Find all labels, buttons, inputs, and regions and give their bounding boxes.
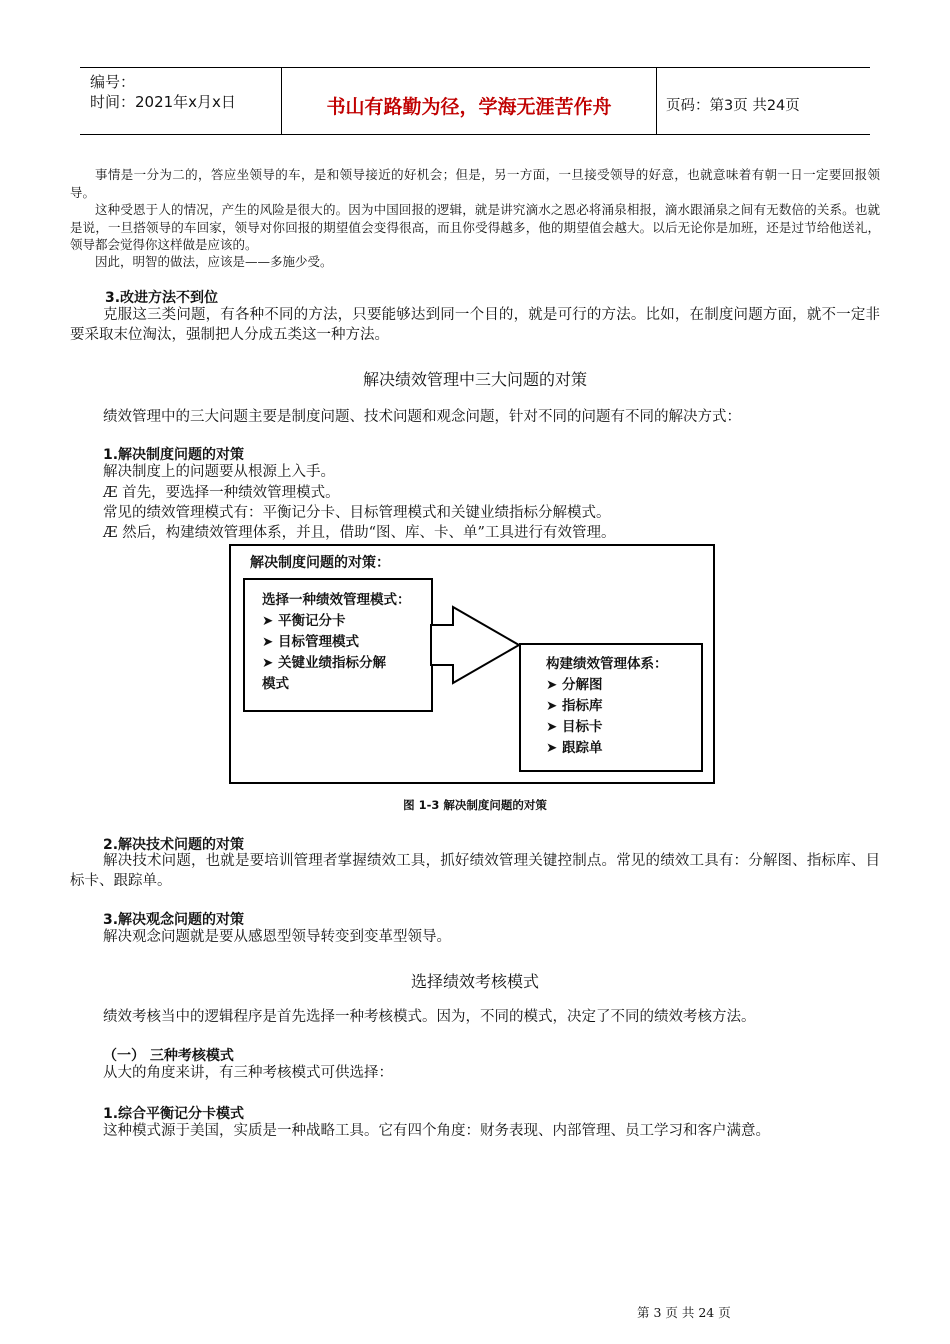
paragraph-three-problems: 绩效管理中的三大问题主要是制度问题、技术问题和观念问题，针对不同的问题有不同的解决方式：: [103, 409, 741, 425]
intro-paragraph-2: 这种受恩于人的情况，产生的风险是很大的。因为中国回报的逻辑，就是讲究滴水之恩必将涌泉相报，滴水跟涌泉之间有无数倍的关系。也就是说，一旦搭领导的车回家，领导对你回报的期望值会变得很高，而且你受得越多，他的期望值会越大。以后无论你是加班，还是过节给他送礼，领导都会觉得你这样做是应该的。: [70, 202, 880, 252]
section-title-assessment-mode: 选择绩效考核模式: [410, 972, 539, 991]
system-line-1: 解决制度上的问题要从根源上入手。: [103, 464, 335, 480]
system-line-4: Æ 然后，构建绩效管理体系，并且，借助“图、库、卡、单”工具进行有效管理。: [103, 525, 616, 541]
heading-three-modes: （一） 三种考核模式: [103, 1048, 234, 1064]
figure-left-heading: 选择一种绩效管理模式：: [262, 592, 411, 608]
heading-system-problem: 1.解决制度问题的对策: [103, 447, 245, 463]
figure-left-item: 模式: [262, 676, 289, 692]
header-motto: 书山有路勤为径，学海无涯苦作舟: [326, 96, 612, 118]
bsc-mode-text: 这种模式源于美国，实质是一种战略工具。它有四个角度：财务表现、内部管理、员工学习和客户满意。: [103, 1123, 770, 1139]
concept-problem-text: 解决观念问题就是要从感恩型领导转变到变革型领导。: [103, 929, 451, 945]
three-modes-text: 从大的角度来讲，有三种考核模式可供选择：: [103, 1065, 393, 1081]
section-title-countermeasures: 解决绩效管理中三大问题的对策: [362, 370, 587, 389]
figure-right-item: ➤ 分解图: [546, 677, 603, 693]
figure-right-heading: 构建绩效管理体系：: [546, 656, 668, 672]
heading-bsc-mode: 1.综合平衡记分卡模式: [103, 1106, 245, 1122]
figure-arrow: [429, 605, 523, 685]
figure-left-item: ➤ 平衡记分卡: [262, 613, 346, 629]
number-label: 编号：: [90, 73, 136, 91]
figure-right-item: ➤ 跟踪单: [546, 740, 603, 756]
heading-tech-problem: 2.解决技术问题的对策: [103, 837, 245, 853]
section-heading-improve-methods: 3.改进方法不到位: [105, 290, 219, 306]
figure-left-item: ➤ 目标管理模式: [262, 634, 360, 650]
intro-paragraph-3: 因此，明智的做法，应该是——多施少受。: [95, 254, 333, 269]
header-meta: [90, 72, 236, 112]
heading-concept-problem: 3.解决观念问题的对策: [103, 912, 245, 928]
figure-right-item: ➤ 目标卡: [546, 719, 603, 735]
header-bottom-rule: [80, 134, 870, 135]
system-line-2: Æ 首先，要选择一种绩效管理模式。: [103, 485, 340, 501]
figure-caption: 图 1-3 解决制度问题的对策: [403, 798, 547, 812]
figure-right-content: [546, 654, 668, 759]
figure-right-item: ➤ 指标库: [546, 698, 603, 714]
section-text-improve-methods: 克服这三类问题，有各种不同的方法，只要能够达到同一个目的，就是可行的方法。比如，在制度问题方面，就不一定非要采取末位淘汰，强制把人分成五类这一种方法。: [70, 307, 880, 343]
paragraph-logic-order: 绩效考核当中的逻辑程序是首先选择一种考核模式。因为，不同的模式，决定了不同的绩效考核方法。: [103, 1009, 756, 1025]
time-label: 时间：2021年x月x日: [90, 93, 236, 111]
intro-paragraph-1: 事情是一分为二的，答应坐领导的车，是和领导接近的好机会；但是，另一方面，一旦接受领导的好意，也就意味着有朝一日一定要回报领导。: [70, 167, 880, 200]
figure-left-item: ➤ 关键业绩指标分解: [262, 655, 387, 671]
tech-problem-text: 解决技术问题，也就是要培训管理者掌握绩效工具，抓好绩效管理关键控制点。常见的绩效工具有：分解图、指标库、目标卡、跟踪单。: [70, 853, 880, 889]
page-footer: 第 3 页 共 24 页: [637, 1305, 731, 1320]
header-top-rule: [80, 67, 870, 68]
figure-title: 解决制度问题的对策：: [250, 555, 390, 571]
figure-left-content: [262, 590, 411, 695]
header-page-info: 页码：第3页 共24页: [666, 98, 800, 114]
system-line-3: 常见的绩效管理模式有：平衡记分卡、目标管理模式和关键业绩指标分解模式。: [103, 505, 611, 521]
header-divider-2: [656, 67, 657, 135]
